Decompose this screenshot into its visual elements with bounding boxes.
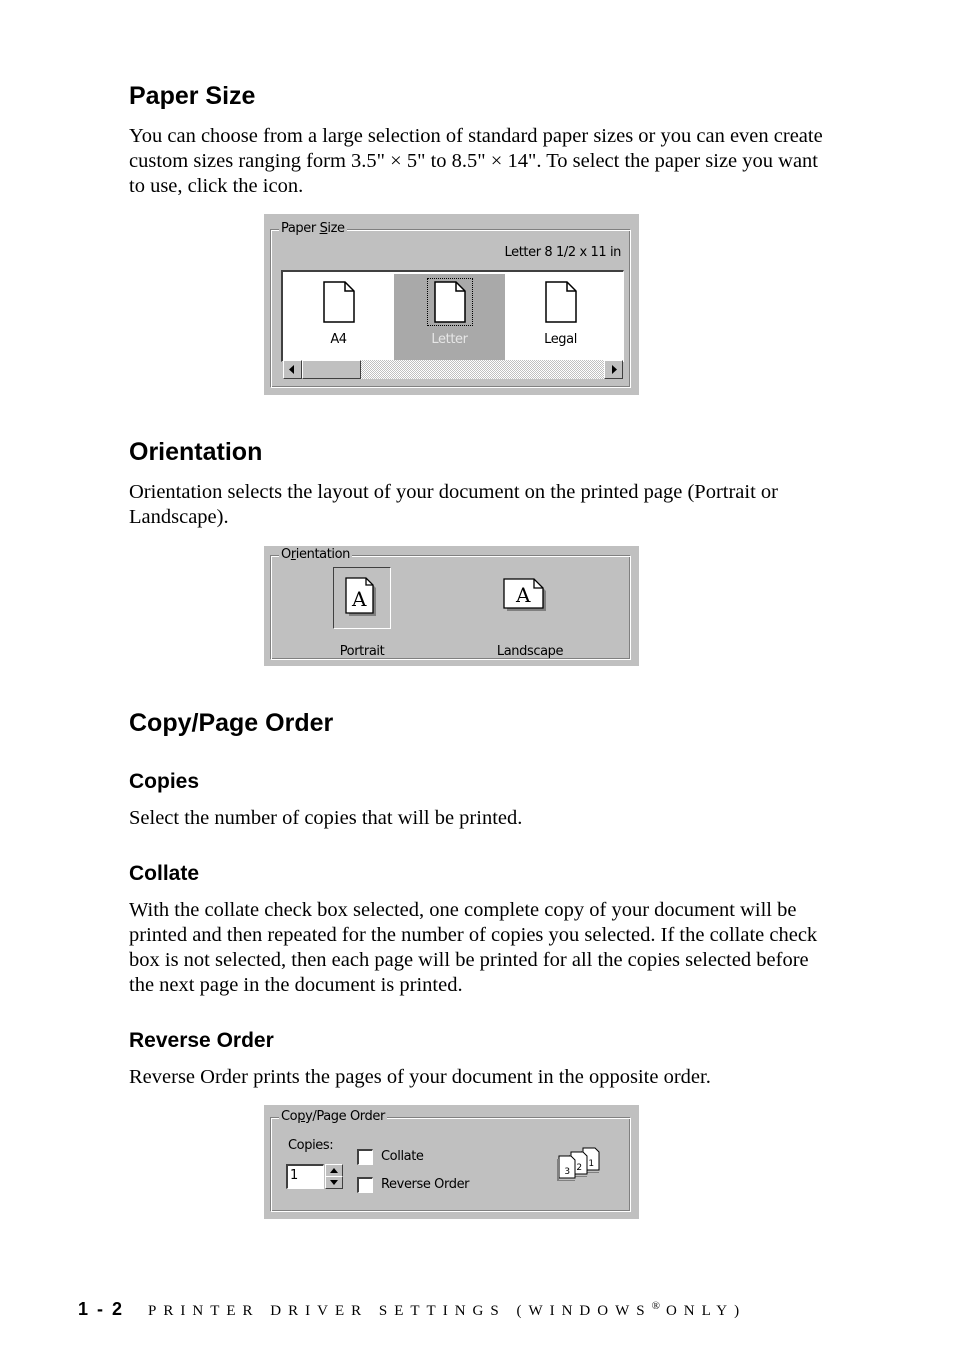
scrollbar-thumb[interactable]	[302, 360, 361, 379]
svg-text:A: A	[351, 587, 367, 611]
collate-checkbox[interactable]	[357, 1149, 373, 1165]
orientation-group	[270, 547, 631, 660]
copies-input[interactable]: 1	[286, 1164, 324, 1189]
page-icon	[545, 281, 577, 323]
copy-page-order-heading: Copy/Page Order	[129, 709, 334, 737]
paper-size-dialog	[264, 214, 639, 395]
svg-text:A: A	[515, 583, 531, 607]
footer-running-title: PRINTER DRIVER SETTINGS (WINDOWS	[148, 1303, 652, 1319]
reverse-order-description: Reverse Order prints the pages of your document in the opposite order.	[129, 1066, 711, 1088]
portrait-page-icon	[345, 577, 377, 617]
reverse-order-checkbox-label: Reverse Order	[381, 1177, 470, 1192]
portrait-option[interactable]	[333, 567, 391, 629]
paper-item-legal[interactable]	[505, 274, 616, 360]
landscape-option[interactable]	[503, 578, 547, 616]
footer-running-title-end: ONLY)	[665, 1303, 747, 1319]
paper-size-heading: Paper Size	[129, 82, 256, 110]
reverse-order-heading: Reverse Order	[129, 1029, 274, 1052]
collate-description: With the collate check box selected, one complete copy of your document will be printed and then repeated for the number of copies you selected. If the collate check box is not selected, then each page will be printed for all the copies selected before the next page in the document is printed.	[129, 899, 818, 996]
landscape-page-icon	[503, 578, 547, 612]
copies-label: Copies:	[288, 1138, 334, 1153]
orientation-dialog	[264, 546, 639, 666]
paper-item-label: A4	[330, 332, 347, 347]
registered-mark: ®	[651, 1300, 660, 1312]
paper-size-group	[270, 221, 631, 388]
landscape-label: Landscape	[496, 644, 564, 659]
page-number-1: 1	[588, 1159, 594, 1169]
portrait-label: Portrait	[339, 644, 385, 659]
scroll-left-button[interactable]	[283, 360, 302, 379]
copy-page-order-legend: Copy/Page Order	[281, 1109, 385, 1124]
paper-size-legend: Paper Size	[281, 221, 345, 236]
spin-down-button[interactable]	[325, 1176, 343, 1189]
arrow-down-icon	[326, 1177, 342, 1188]
horizontal-scrollbar[interactable]	[283, 360, 623, 379]
paper-item-letter[interactable]	[394, 274, 505, 360]
scroll-right-button[interactable]	[604, 360, 623, 379]
copies-spinner[interactable]	[325, 1164, 343, 1189]
paper-size-list[interactable]	[281, 270, 624, 362]
reverse-order-checkbox[interactable]	[357, 1177, 373, 1193]
page-icon	[434, 281, 466, 323]
orientation-legend: Orientation	[281, 547, 351, 562]
copies-description: Select the number of copies that will be printed.	[129, 807, 523, 829]
paper-item-a4[interactable]	[283, 274, 394, 360]
copies-heading: Copies	[129, 770, 200, 793]
page-number: 1 - 2	[78, 1299, 125, 1319]
orientation-heading: Orientation	[129, 438, 263, 466]
stacked-pages-icon	[555, 1145, 603, 1181]
arrow-left-icon	[284, 361, 301, 378]
page-icon	[323, 281, 355, 323]
arrow-up-icon	[326, 1165, 342, 1176]
page-number-2: 2	[576, 1163, 582, 1173]
copy-page-order-group	[270, 1109, 631, 1212]
orientation-description: Orientation selects the layout of your document on the printed page (Portrait or Landscape).	[129, 481, 778, 528]
arrow-right-icon	[605, 361, 622, 378]
paper-size-description: You can choose from a large selection of standard paper sizes or you can even create custom sizes ranging form 3.5" × 5" to 8.5" × 14". To select the paper size you want to use, click the icon.	[129, 125, 823, 197]
collate-checkbox-label: Collate	[381, 1149, 424, 1164]
selected-paper-size-text: Letter 8 1/2 x 11 in	[504, 245, 621, 260]
page-footer	[78, 1299, 746, 1320]
collate-heading: Collate	[129, 862, 200, 885]
page-number-3: 3	[564, 1167, 570, 1177]
paper-item-label: Legal	[544, 332, 577, 347]
paper-item-label: Letter	[431, 332, 468, 347]
copy-page-order-dialog	[264, 1105, 639, 1219]
